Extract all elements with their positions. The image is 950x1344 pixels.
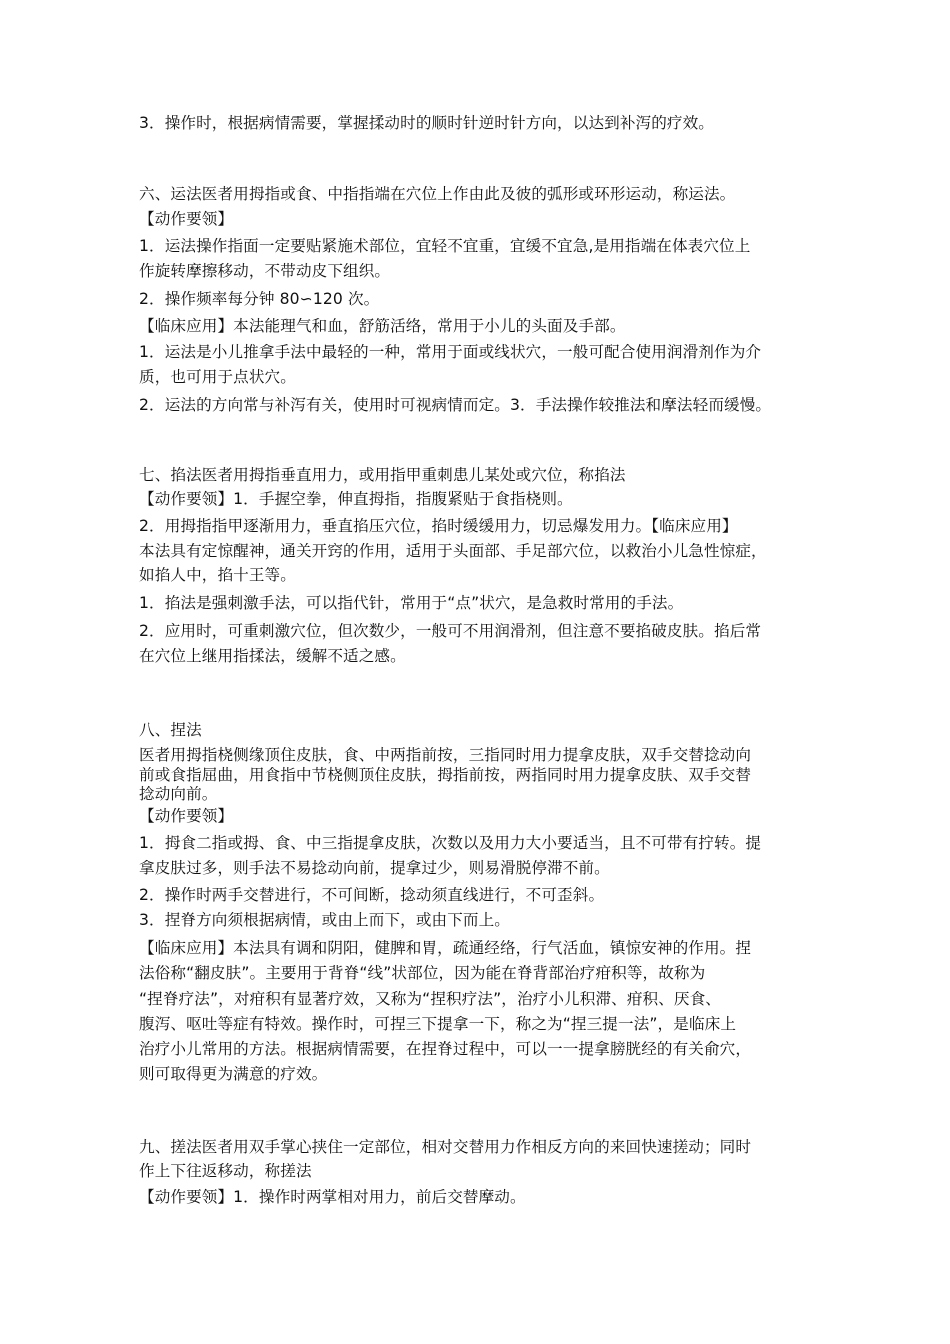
text-line: 3．捏脊方向须根据病情，或由上而下，或由下而上。 [139,911,510,929]
text-line: 【临床应用】本法能理气和血，舒筋活络，常用于小儿的头面及手部。 [139,317,626,335]
text-line: 【动作要领】 [139,210,234,228]
text-line: 治疗小儿常用的方法。根据病情需要，在捏脊过程中，可以一一提拿膀胱经的有关俞穴， [139,1040,752,1058]
text-line: 【临床应用】本法具有调和阴阳，健脾和胃，疏通经络，行气活血，镇惊安神的作用。捏 [139,939,752,957]
text-line: 2．操作频率每分钟 80∽120 次。 [139,290,380,308]
text-line: 本法具有定惊醒神，通关开窍的作用，适用于头面部、手足部穴位，以救治小儿急性惊症， [139,542,767,560]
text-line: 2．操作时两手交替进行，不可间断，捻动须直线进行，不可歪斜。 [139,886,605,904]
text-line: 医者用拇指桡侧缘顶住皮肤，食、中两指前按，三指同时用力提拿皮肤，双手交替捻动向 [139,746,752,764]
text-line: 腹泻、呕吐等症有特效。操作时，可捏三下提拿一下，称之为“捏三提一法”，是临床上 [139,1015,737,1033]
section-heading-qia: 七、掐法医者用拇指垂直用力，或用指甲重刺患儿某处或穴位，称掐法 [139,466,626,484]
text-line: 作旋转摩擦移动，不带动皮下组织。 [139,262,391,280]
text-line: 拿皮肤过多，则手法不易捻动向前，提拿过少，则易滑脱停滞不前。 [139,859,610,877]
section-heading-nie: 八、捏法 [139,721,202,739]
text-line: 法俗称“翻皮肤”。主要用于背脊“线”状部位，因为能在脊背部治疗疳积等，故称为 [139,964,706,982]
text-line: 作上下往返移动，称搓法 [139,1162,312,1180]
text-line: 如掐人中，掐十王等。 [139,566,296,584]
text-line: 【动作要领】1．操作时两掌相对用力，前后交替摩动。 [139,1188,526,1206]
text-line: 质，也可用于点状穴。 [139,368,296,386]
text-line: 【动作要领】1．手握空拳，伸直拇指，指腹紧贴于食指桡则。 [139,490,573,508]
text-line: 2．运法的方向常与补泻有关，使用时可视病情而定。3．手法操作较推法和摩法轻而缓慢。 [139,396,772,414]
text-line: “捏脊疗法”，对疳积有显著疗效，又称为“捏积疗法”，治疗小儿积滞、疳积、厌食、 [139,990,721,1008]
section-heading-cuo: 九、搓法医者用双手掌心挟住一定部位，相对交替用力作相反方向的来回快速搓动；同时 [139,1138,752,1156]
text-line: 前或食指屈曲，用食指中节桡侧顶住皮肤，拇指前按，两指同时用力提拿皮肤、双手交替 [139,766,752,784]
text-line: 1．运法是小儿推拿手法中最轻的一种，常用于面或线状穴，一般可配合使用润滑剂作为介 [139,343,762,361]
text-line: 1．运法操作指面一定要贴紧施术部位，宜轻不宜重，宜缓不宜急,是用指端在体表穴位上 [139,237,751,255]
text-line: 【动作要领】 [139,807,234,825]
text-line: 则可取得更为满意的疗效。 [139,1065,328,1083]
text-line: 1．拇食二指或拇、食、中三指提拿皮肤，次数以及用力大小要适当，且不可带有拧转。提 [139,834,762,852]
text-line: 在穴位上继用指揉法，缓解不适之感。 [139,647,406,665]
text-line: 捻动向前。 [139,785,218,803]
text-line: 2．应用时，可重刺激穴位，但次数少，一般可不用润滑剂，但注意不要掐破皮肤。掐后常 [139,622,762,640]
section-heading-yun: 六、运法医者用拇指或食、中指指端在穴位上作由此及彼的弧形或环形运动，称运法。 [139,185,736,203]
text-line: 3．操作时，根据病情需要，掌握揉动时的顺时针逆时针方向，以达到补泻的疗效。 [139,114,714,132]
text-line: 1．掐法是强刺激手法，可以指代针，常用于“点”状穴，是急救时常用的手法。 [139,594,684,612]
text-line: 2．用拇指指甲逐渐用力，垂直掐压穴位，掐时缓缓用力，切忌爆发用力。【临床应用】 [139,517,738,535]
